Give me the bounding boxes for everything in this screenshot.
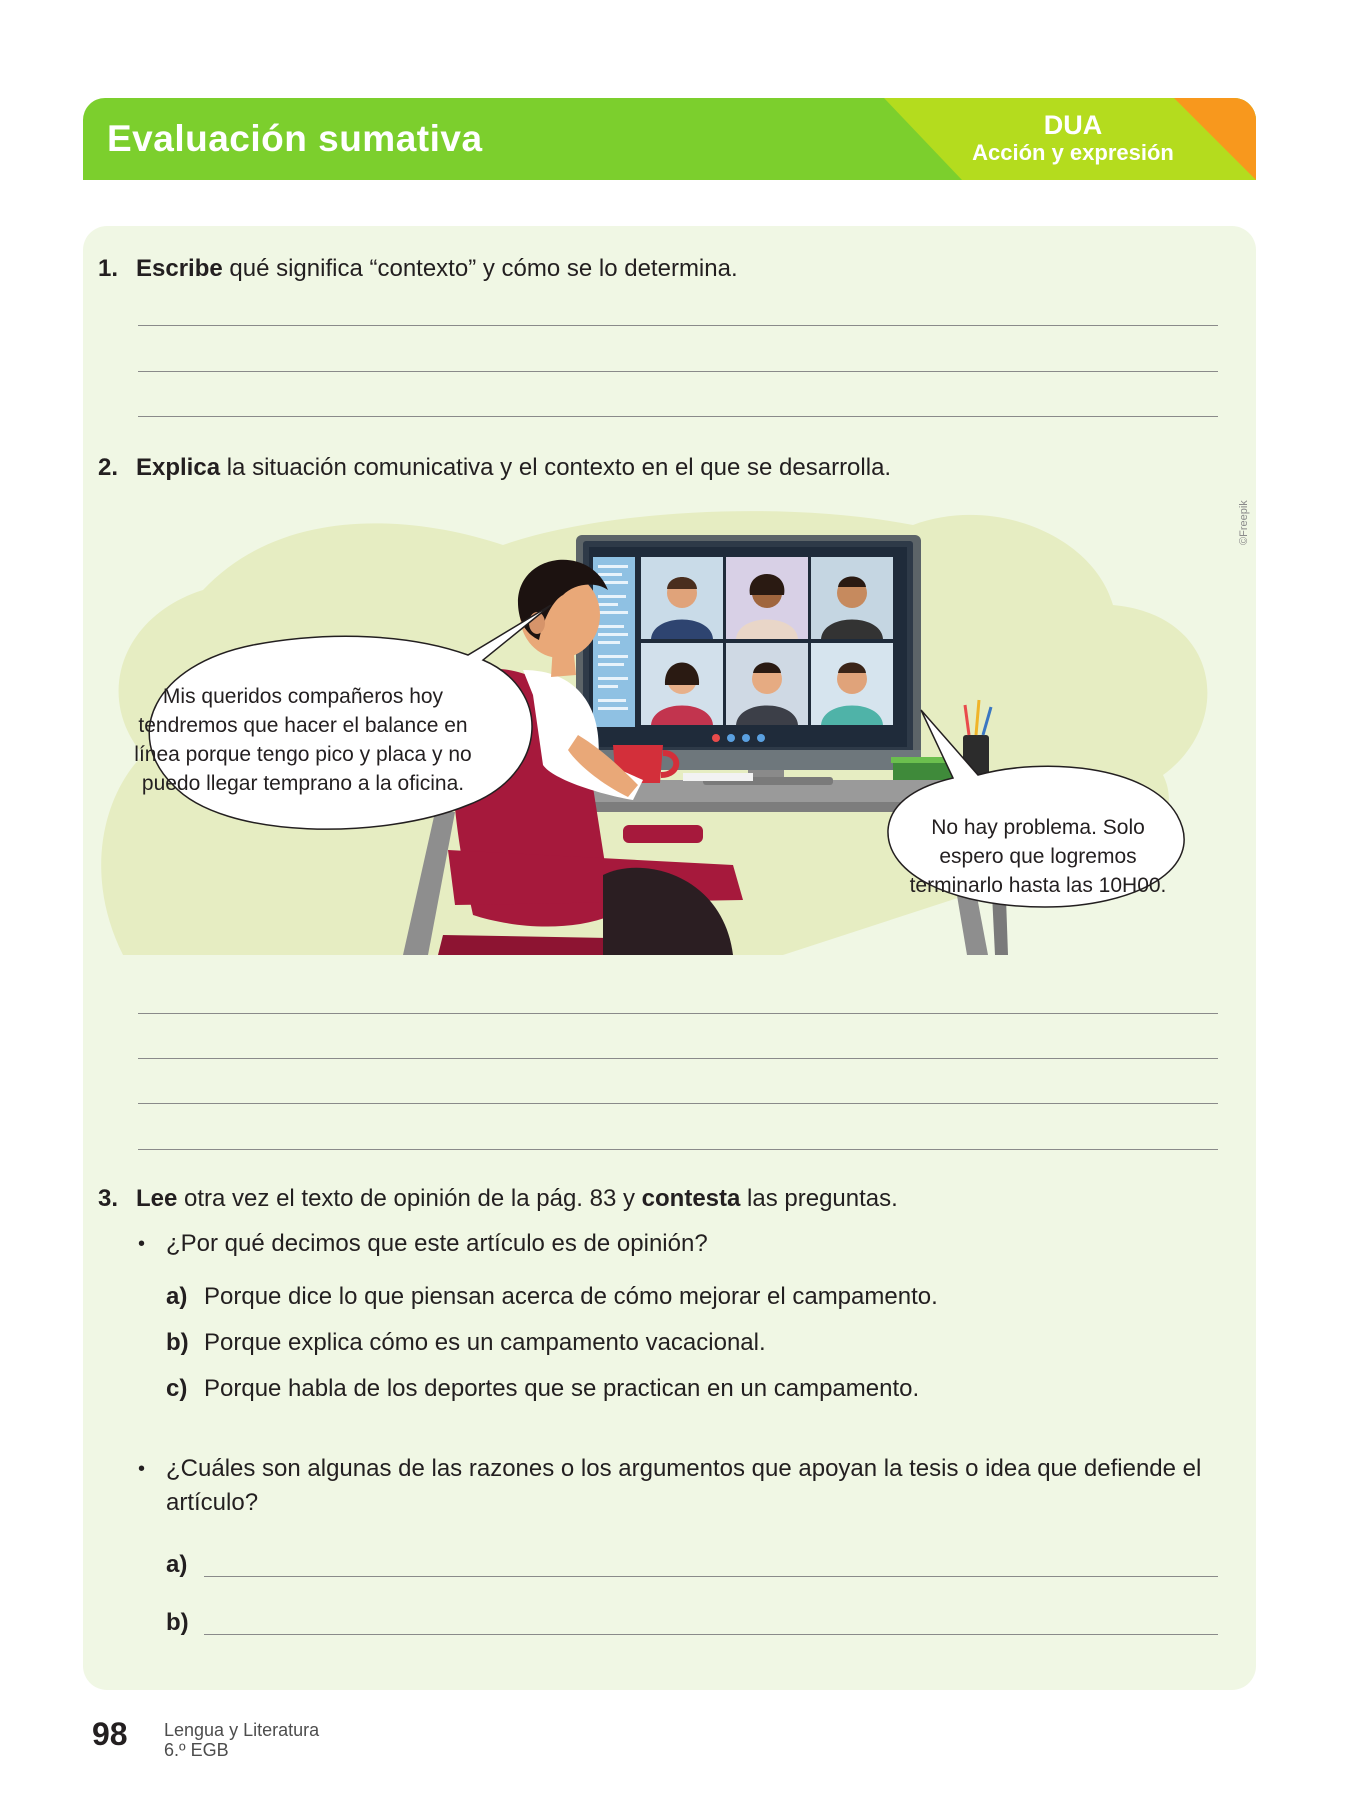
question-middle: otra vez el texto de opinión de la pág. 83 y (177, 1185, 642, 1212)
subject-name: Lengua y Literatura (164, 1720, 320, 1740)
dua-title: DUA (1043, 110, 1103, 140)
option-text: Porque habla de los deportes que se practican en un campamento. (204, 1375, 920, 1402)
option-text: Porque explica cómo es un campamento vacacional. (204, 1329, 766, 1356)
speech-line: espero que logremos (939, 845, 1137, 868)
speech-text-left (108, 682, 498, 798)
speech-line: Mis queridos compañeros hoy (162, 685, 444, 708)
answer-line[interactable] (138, 325, 1218, 326)
speech-line: terminarlo hasta las 10H00. (909, 874, 1167, 897)
question-rest: la situación comunicativa y el contexto en el que se desarrolla. (220, 454, 892, 481)
answer-line[interactable] (138, 1013, 1218, 1014)
option-label: a) (166, 1283, 188, 1310)
speech-text-right (908, 813, 1168, 900)
speech-line: No hay problema. Solo (931, 816, 1145, 839)
answer-label: b) (166, 1609, 189, 1636)
question-rest: qué significa “contexto” y cómo se lo determina. (222, 255, 738, 282)
question-end: las preguntas. (740, 1185, 898, 1212)
question-number: 3. (98, 1185, 119, 1212)
question-number: 1. (98, 255, 119, 282)
video-call-illustration (83, 495, 1256, 955)
answer-line[interactable] (138, 371, 1218, 372)
question-text (136, 254, 738, 284)
answer-line[interactable] (138, 1058, 1218, 1059)
section-title: Evaluación sumativa (107, 118, 483, 159)
bullet-dot: • (138, 1233, 146, 1255)
answer-line[interactable] (204, 1634, 1218, 1635)
answer-line[interactable] (138, 1103, 1218, 1104)
chair-arm (623, 825, 703, 843)
option-text: Porque dice lo que piensan acerca de cómo mejorar el campamento. (204, 1283, 938, 1310)
answer-line[interactable] (138, 416, 1218, 417)
grade-level: 6.º EGB (164, 1740, 229, 1760)
answer-line[interactable] (138, 1149, 1218, 1150)
question-text (136, 453, 891, 483)
option-label: b) (166, 1329, 189, 1356)
bullet-text: ¿Por qué decimos que este artículo es de opinión? (166, 1230, 708, 1257)
question-number: 2. (98, 454, 119, 481)
answer-label: a) (166, 1551, 188, 1578)
bullet-question-2 (138, 1452, 1238, 1520)
image-credit: ©Freepik (1238, 500, 1250, 545)
speech-line: línea porque tengo pico y placa y no (134, 743, 472, 766)
option-a[interactable] (166, 1282, 1216, 1312)
question-1 (98, 254, 1238, 284)
option-b[interactable] (166, 1328, 1216, 1358)
section-header (83, 98, 1256, 180)
question-verb: Escribe (136, 255, 223, 282)
option-c[interactable] (166, 1374, 1216, 1404)
question-verb: Lee (136, 1185, 178, 1212)
bullet-question-1 (138, 1227, 1238, 1261)
page-number: 98 (92, 1716, 128, 1752)
speech-line: puedo llegar temprano a la oficina. (141, 772, 465, 795)
notebook (683, 773, 753, 781)
question-text (136, 1184, 898, 1214)
footer-subject (164, 1720, 319, 1760)
question-verb-2: contesta (641, 1185, 741, 1212)
answer-line[interactable] (204, 1576, 1218, 1577)
option-label: c) (166, 1375, 188, 1402)
speech-line: tendremos que hacer el balance en (138, 714, 468, 737)
dua-subtitle: Acción y expresión (972, 140, 1174, 165)
question-2 (98, 453, 1238, 483)
dua-badge (968, 110, 1178, 166)
bullet-dot: • (138, 1458, 146, 1480)
question-3 (98, 1184, 1238, 1214)
bullet-text: ¿Cuáles son algunas de las razones o los argumentos que apoyan la tesis o idea que defiende el artículo? (166, 1455, 1202, 1516)
question-verb: Explica (136, 454, 221, 481)
